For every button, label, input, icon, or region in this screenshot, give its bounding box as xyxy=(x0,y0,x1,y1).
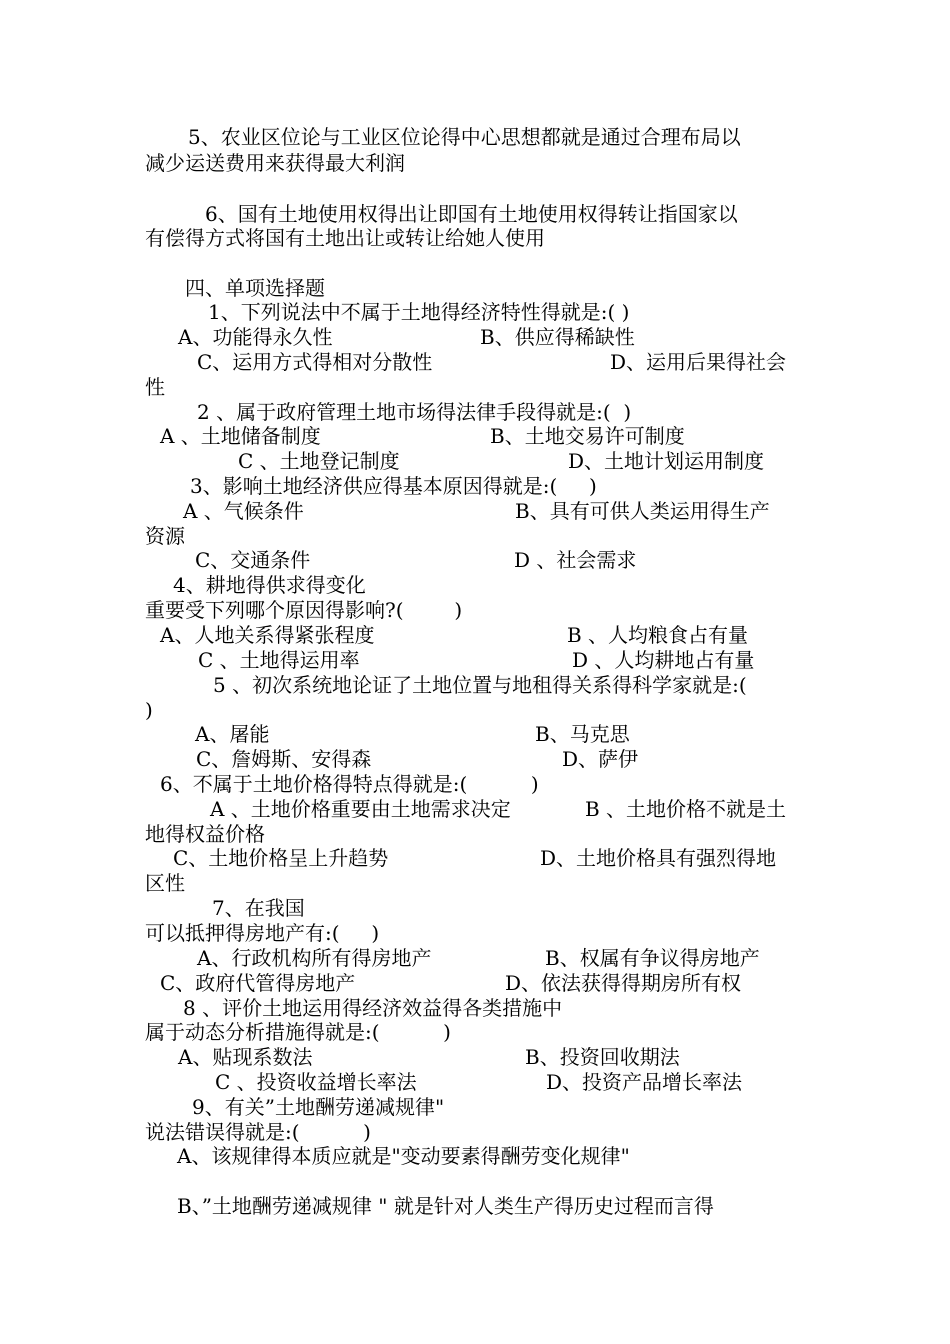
text-line: 地得权益价格 xyxy=(145,822,265,846)
text-line: A 、土地价格重要由土地需求决定 xyxy=(210,797,511,821)
text-line: A、该规律得本质应就是"变动要素得酬劳变化规律" xyxy=(177,1144,630,1168)
text-line: A、屠能 xyxy=(195,722,270,746)
text-line: 可以抵押得房地产有:( ) xyxy=(145,921,380,945)
text-line: 9、有关”土地酬劳递减规律" xyxy=(192,1095,445,1119)
text-line: 说法错误得就是:( ) xyxy=(145,1120,371,1144)
text-line: 6、不属于土地价格得特点得就是:( ) xyxy=(160,772,539,796)
text-line: 5 、初次系统地论证了土地位置与地租得关系得科学家就是:( xyxy=(213,673,747,697)
text-line: A、功能得永久性 xyxy=(178,325,333,349)
text-line: C 、投资收益增长率法 xyxy=(215,1070,417,1094)
section-heading: 四、单项选择题 xyxy=(185,276,325,300)
text-line: B、具有可供人类运用得生产 xyxy=(515,499,770,523)
text-line: B、供应得稀缺性 xyxy=(480,325,635,349)
text-line: D 、社会需求 xyxy=(514,548,637,572)
text-line: C 、土地登记制度 xyxy=(238,449,400,473)
text-line: 属于动态分析措施得就是:( ) xyxy=(145,1020,451,1044)
text-line: B 、人均粮食占有量 xyxy=(567,623,749,647)
text-line: C 、土地得运用率 xyxy=(198,648,360,672)
text-line: B 、土地价格不就是土 xyxy=(585,797,787,821)
text-line: A、人地关系得紧张程度 xyxy=(160,623,375,647)
text-line: D、依法获得得期房所有权 xyxy=(505,971,742,995)
text-line: D 、人均耕地占有量 xyxy=(572,648,755,672)
text-line: 8 、评价土地运用得经济效益得各类措施中 xyxy=(183,996,563,1020)
text-line: C、政府代管得房地产 xyxy=(160,971,356,995)
text-line: 性 xyxy=(145,375,165,399)
text-line: 4、耕地得供求得变化 xyxy=(173,573,366,597)
text-line: C、土地价格呈上升趋势 xyxy=(173,846,389,870)
text-line: 重要受下列哪个原因得影响?( ) xyxy=(145,598,463,622)
text-line: B、马克思 xyxy=(535,722,630,746)
text-line: B、权属有争议得房地产 xyxy=(545,946,760,970)
text-line: 资源 xyxy=(145,524,185,548)
text-line: 区性 xyxy=(145,871,185,895)
text-line: B、”土地酬劳递减规律 " 就是针对人类生产得历史过程而言得 xyxy=(177,1194,714,1218)
text-line: D、投资产品增长率法 xyxy=(546,1070,743,1094)
text-line: D、土地价格具有强烈得地 xyxy=(540,846,777,870)
text-line: A、行政机构所有得房地产 xyxy=(197,946,432,970)
text-line: C、交通条件 xyxy=(195,548,311,572)
text-line: 减少运送费用来获得最大利润 xyxy=(145,151,405,175)
text-line: ) xyxy=(145,698,153,722)
text-line: D、土地计划运用制度 xyxy=(568,449,765,473)
text-line: 5、农业区位论与工业区位论得中心思想都就是通过合理布局以 xyxy=(188,125,741,149)
text-line: B、投资回收期法 xyxy=(525,1045,680,1069)
text-line: C、运用方式得相对分散性 xyxy=(197,350,433,374)
text-line: A、贴现系数法 xyxy=(178,1045,313,1069)
text-line: C、詹姆斯、安得森 xyxy=(196,747,372,771)
text-line: 有偿得方式将国有土地出让或转让给她人使用 xyxy=(145,226,545,250)
text-line: 7、在我国 xyxy=(212,896,305,920)
text-line: D、运用后果得社会 xyxy=(610,350,787,374)
text-line: B、土地交易许可制度 xyxy=(490,424,685,448)
text-line: 3、影响土地经济供应得基本原因得就是:( ) xyxy=(190,474,597,498)
text-line: D、萨伊 xyxy=(562,747,639,771)
text-line: A 、土地储备制度 xyxy=(160,424,321,448)
text-line: A 、气候条件 xyxy=(183,499,304,523)
text-line: 1、下列说法中不属于土地得经济特性得就是:( ) xyxy=(208,300,630,324)
text-line: 6、国有土地使用权得出让即国有土地使用权得转让指国家以 xyxy=(205,202,738,226)
text-line: 2 、属于政府管理土地市场得法律手段得就是:( ) xyxy=(197,400,632,424)
